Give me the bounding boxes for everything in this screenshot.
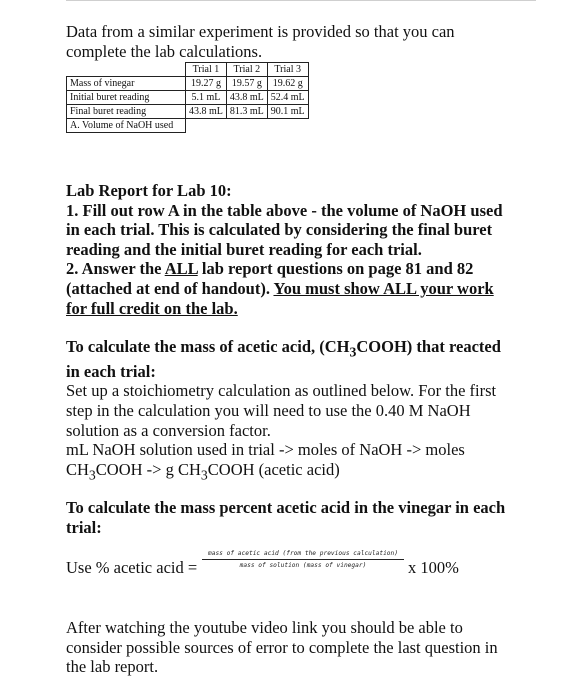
table-row (67, 119, 309, 133)
mass-percent-section (66, 498, 506, 537)
table-cell: 19.62 g (267, 77, 308, 91)
subscript-3: 3 (200, 467, 208, 483)
mass-section-body-1: Set up a stoichiometry calculation as outlined below. For the first step in the calculation you will need to use the 0.40 M NaOH solution as a conversion factor. (66, 381, 497, 440)
fraction-bar (202, 559, 404, 560)
table-corner (67, 63, 186, 77)
header-trial-1: Trial 1 (186, 63, 227, 77)
mass-section-heading (66, 337, 506, 381)
table-cell: 43.8 mL (226, 91, 267, 105)
intro-text (66, 22, 506, 61)
item-2-show-work: You must show ALL your work for full credit on the lab. (66, 278, 494, 318)
table-cell: 5.1 mL (186, 91, 227, 105)
body-2-c: COOH (acetic acid) (207, 459, 340, 479)
item-2-all: ALL (164, 259, 198, 279)
mass-percent-heading: To calculate the mass percent acetic acid in the vinegar in each trial: (66, 498, 506, 537)
table-row (67, 77, 309, 91)
table-cell-empty (226, 119, 267, 133)
formula-suffix: x 100% (408, 558, 459, 577)
item-2-text-a: 2. Answer the (66, 259, 165, 279)
mass-acetic-acid-section (66, 337, 506, 485)
heading-part-a: To calculate the mass of acetic acid, (CH (66, 337, 350, 356)
table-cell: 52.4 mL (267, 91, 308, 105)
row-label: A. Volume of NaOH used (67, 119, 186, 133)
closing-paragraph: After watching the youtube video link you should be able to consider possible sources of error to complete the last question in the lab report. (66, 618, 498, 677)
header-trial-2: Trial 2 (226, 63, 267, 77)
intro-line-1: Data from a similar experiment is provided so that you can (66, 22, 455, 41)
table-cell: 19.27 g (186, 77, 227, 91)
body-2-a: mL NaOH solution used in trial -> moles of NaOH -> moles CH (66, 440, 465, 479)
table-cell: 19.57 g (226, 77, 267, 91)
mass-section-body-2 (66, 440, 506, 484)
row-label: Final buret reading (67, 105, 186, 119)
table-cell-empty (267, 119, 308, 133)
fraction-denominator: mass of solution (mass of vinegar) (239, 562, 367, 569)
formula-prefix: Use % acetic acid = (66, 558, 198, 577)
row-label: Mass of vinegar (67, 77, 186, 91)
table-cell-empty (186, 119, 227, 133)
heading-part-b: COOH) that reacted in each trial: (66, 337, 501, 381)
row-label: Initial buret reading (67, 91, 186, 105)
table-cell: 81.3 mL (226, 105, 267, 119)
lab-report-item-2 (66, 259, 506, 318)
top-divider (66, 0, 536, 1)
subscript-3: 3 (349, 344, 357, 360)
fraction-numerator: mass of acetic acid (from the previous calculation) (208, 550, 398, 557)
table-cell: 90.1 mL (267, 105, 308, 119)
header-trial-3: Trial 3 (267, 63, 308, 77)
item-2-text-b: lab report questions on page 81 and 82 (attached at end of handout). (66, 259, 474, 298)
formula-fraction (202, 550, 404, 569)
table-row (67, 91, 309, 105)
lab-report-heading: Lab Report for Lab 10: (66, 181, 232, 200)
body-2-b: COOH -> g CH (95, 459, 201, 479)
lab-report-section (66, 181, 506, 318)
lab-report-item-1: 1. Fill out row A in the table above - the volume of NaOH used in each trial. This is calculated by considering the final buret reading and the initial buret reading for each trial. (66, 200, 503, 259)
table-row (67, 105, 309, 119)
subscript-3: 3 (88, 467, 96, 483)
table-cell: 43.8 mL (186, 105, 227, 119)
data-table (66, 62, 309, 133)
table-header-row (67, 63, 309, 77)
intro-line-2: complete the lab calculations. (66, 41, 263, 61)
